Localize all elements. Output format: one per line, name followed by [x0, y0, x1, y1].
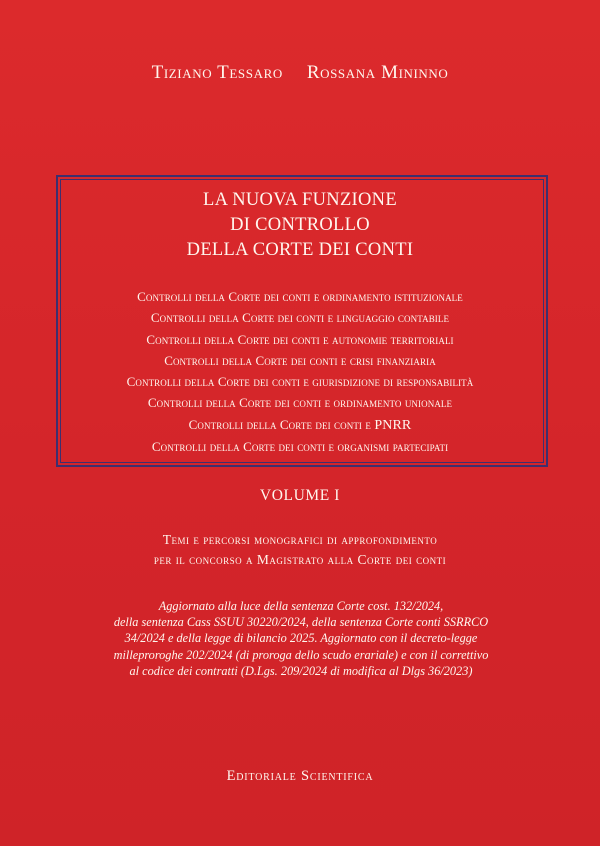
authors — [0, 62, 600, 84]
topic-item: Controlli della Corte dei conti e crisi finanziaria — [164, 352, 436, 368]
topic-item-pnrr — [0, 414, 600, 436]
topic-item: Controlli della Corte dei conti e giurisdizione di responsabilità — [126, 374, 474, 390]
author-name: Tiziano Tessaro — [151, 62, 283, 83]
pnrr-label: PNRR — [374, 417, 412, 433]
note-line: Aggiornato alla luce della sentenza Corte cost. 132/2024, — [158, 599, 444, 613]
subtitle-line: per il concorso a Magistrato alla Corte dei conti — [153, 552, 447, 567]
subtitle — [0, 530, 600, 570]
note-line: al codice dei contratti (D.Lgs. 209/2024 di modifica al Dlgs 36/2023) — [129, 663, 473, 678]
title-line: LA NUOVA FUNZIONE — [203, 190, 397, 210]
topic-item: Controlli della Corte dei conti e linguaggio contabile — [150, 310, 450, 326]
publisher-name: Editoriale Scientifica — [226, 768, 374, 784]
title-line: DI CONTROLLO — [230, 215, 370, 235]
topic-list — [0, 286, 600, 457]
volume-label: VOLUME I — [259, 487, 341, 504]
note-line: della sentenza Cass SSUU 30220/2024, della sentenza Corte conti SSRRCO — [113, 615, 489, 630]
author-name: Rossana Mininno — [306, 62, 449, 83]
topic-item: Controlli della Corte dei conti e ordinamento istituzionale — [137, 289, 463, 304]
title-line: DELLA CORTE DEI CONTI — [186, 240, 414, 260]
topic-item: Controlli della Corte dei conti e ordinamento unionale — [147, 395, 453, 411]
update-note — [70, 598, 532, 679]
note-line: 34/2024 e della legge di bilancio 2025. Aggiornato con il decreto-legge — [124, 631, 478, 646]
topic-item-text: Controlli della Corte dei conti e — [188, 416, 371, 432]
book-title — [0, 188, 600, 263]
topic-item: Controlli della Corte dei conti e autonomie territoriali — [146, 331, 454, 347]
note-line: milleproroghe 202/2024 (di proroga dello scudo erariale) e con il correttivo — [113, 647, 489, 662]
subtitle-line: Temi e percorsi monografici di approfondimento — [162, 532, 438, 547]
topic-item: Controlli della Corte dei conti e organismi partecipati — [151, 439, 449, 455]
